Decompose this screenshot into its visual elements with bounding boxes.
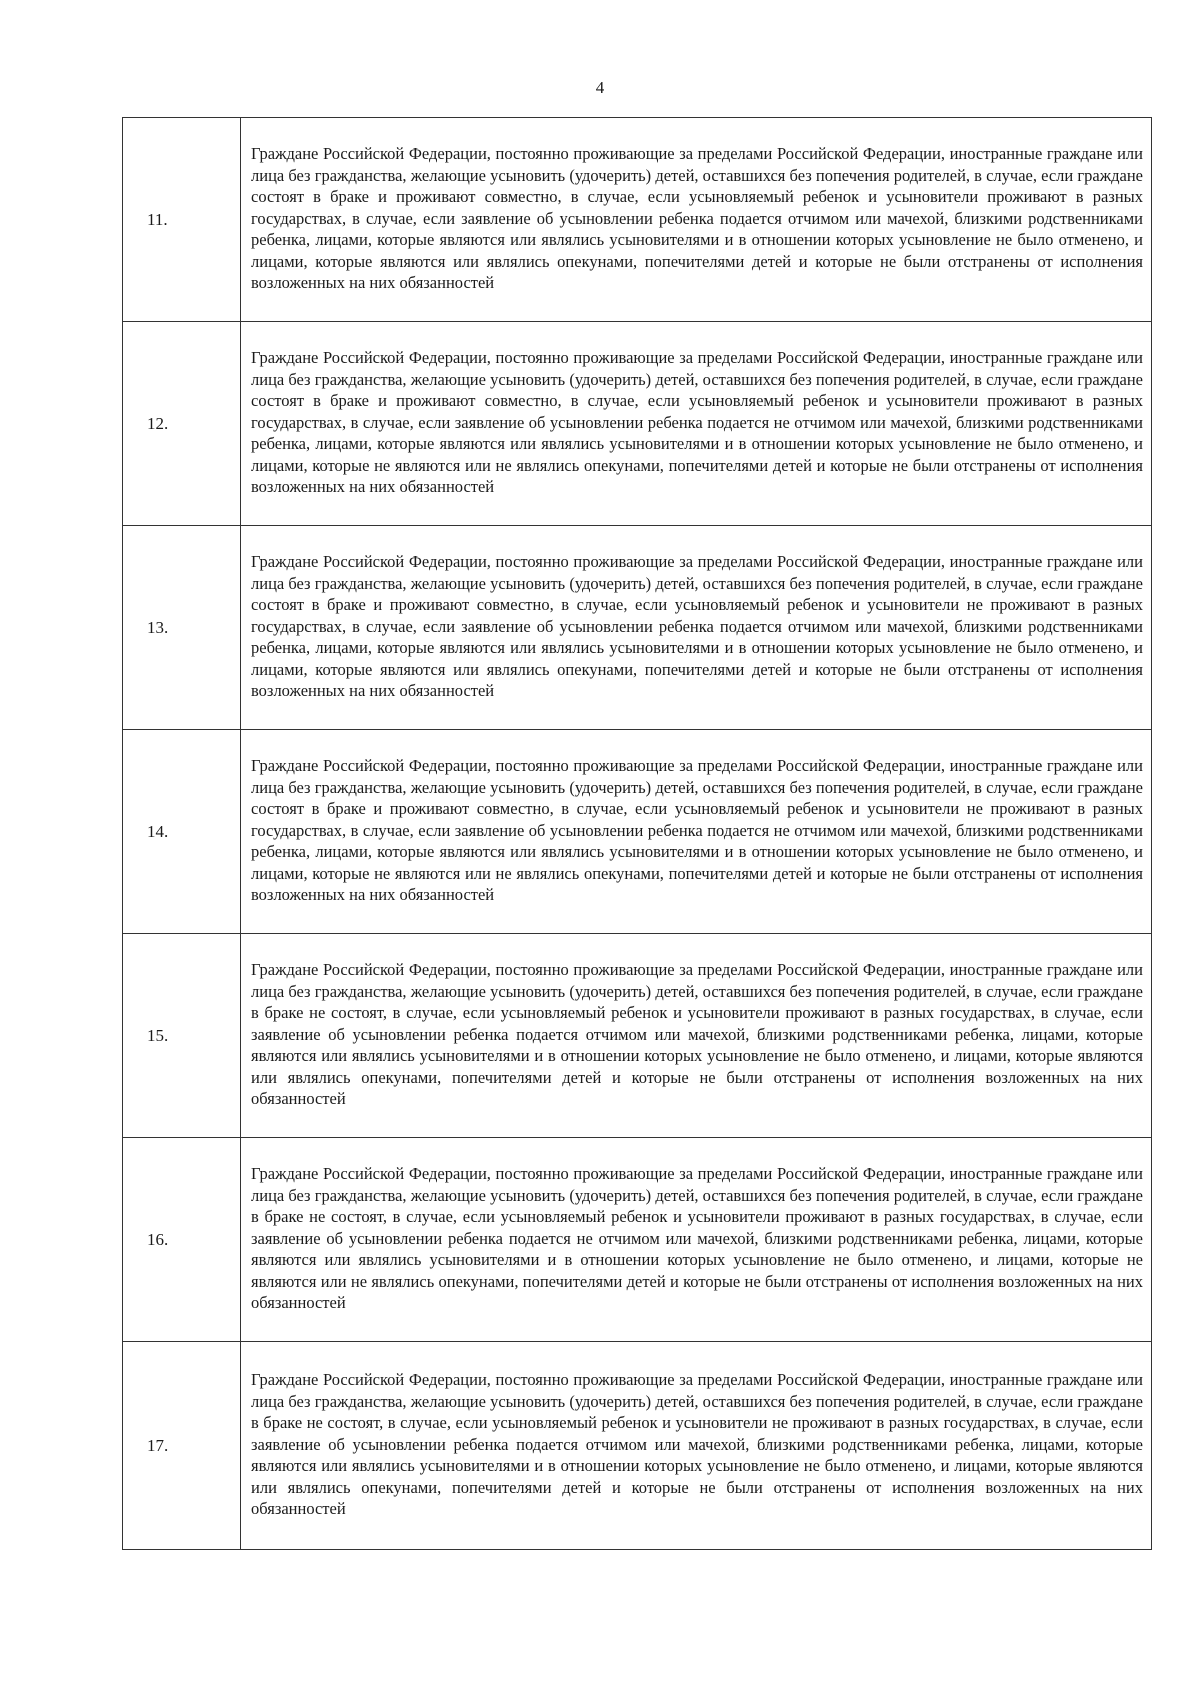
row-number: 13. [123,526,241,730]
table-row [123,1342,1152,1550]
row-text: Граждане Российской Федерации, постоянно проживающие за пределами Российской Федерации, иностранные граждане или лица без гражданства, желающие усыновить (удочерить) детей, оставшихся без попечения родителей, в случае, если граждане в браке не состоят, в случае, если усыновляемый ребенок и усыновители проживают в разных государствах, в случае, если заявление об усыновлении ребенка подается не отчимом или мачехой, близкими родственниками ребенка, лицами, которые являются или являлись усыновителями и в отношении которых усыновление не было отменено, и лицами, которые не являются или не являлись опекунами, попечителями детей и которые не были отстранены от исполнения возложенных на них обязанностей [241,1138,1152,1342]
row-text: Граждане Российской Федерации, постоянно проживающие за пределами Российской Федерации, иностранные граждане или лица без гражданства, желающие усыновить (удочерить) детей, оставшихся без попечения родителей, в случае, если граждане состоят в браке и проживают совместно, в случае, если усыновляемый ребенок и усыновители проживают в разных государствах, в случае, если заявление об усыновлении ребенка подается отчимом или мачехой, близкими родственниками ребенка, лицами, которые являются или являлись усыновителями и в отношении которых усыновление не было отменено, и лицами, которые являются или являлись опекунами, попечителями детей и которые не были отстранены от исполнения возложенных на них обязанностей [241,118,1152,322]
row-number: 16. [123,1138,241,1342]
table-row [123,526,1152,730]
table-row [123,1138,1152,1342]
row-number: 12. [123,322,241,526]
document-table [122,117,1152,1550]
table-row [123,322,1152,526]
table-row [123,118,1152,322]
row-text: Граждане Российской Федерации, постоянно проживающие за пределами Российской Федерации, иностранные граждане или лица без гражданства, желающие усыновить (удочерить) детей, оставшихся без попечения родителей, в случае, если граждане состоят в браке и проживают совместно, в случае, если усыновляемый ребенок и усыновители проживают в разных государствах, в случае, если заявление об усыновлении ребенка подается не отчимом или мачехой, близкими родственниками ребенка, лицами, которые являются или являлись усыновителями и в отношении которых усыновление не было отменено, и лицами, которые не являются или не являлись опекунами, попечителями детей и которые не были отстранены от исполнения возложенных на них обязанностей [241,322,1152,526]
table-row [123,934,1152,1138]
table-row [123,730,1152,934]
row-text: Граждане Российской Федерации, постоянно проживающие за пределами Российской Федерации, иностранные граждане или лица без гражданства, желающие усыновить (удочерить) детей, оставшихся без попечения родителей, в случае, если граждане состоят в браке и проживают совместно, в случае, если усыновляемый ребенок и усыновители не проживают в разных государствах, в случае, если заявление об усыновлении ребенка подается не отчимом или мачехой, близкими родственниками ребенка, лицами, которые являются или являлись усыновителями и в отношении которых усыновление не было отменено, и лицами, которые не являются или не являлись опекунами, попечителями детей и которые не были отстранены от исполнения возложенных на них обязанностей [241,730,1152,934]
row-text: Граждане Российской Федерации, постоянно проживающие за пределами Российской Федерации, иностранные граждане или лица без гражданства, желающие усыновить (удочерить) детей, оставшихся без попечения родителей, в случае, если граждане в браке не состоят, в случае, если усыновляемый ребенок и усыновители проживают в разных государствах, в случае, если заявление об усыновлении ребенка подается отчимом или мачехой, близкими родственниками ребенка, лицами, которые являются или являлись усыновителями и в отношении которых усыновление не было отменено, и лицами, которые являются или являлись опекунами, попечителями детей и которые не были отстранены от исполнения возложенных на них обязанностей [241,934,1152,1138]
row-text: Граждане Российской Федерации, постоянно проживающие за пределами Российской Федерации, иностранные граждане или лица без гражданства, желающие усыновить (удочерить) детей, оставшихся без попечения родителей, в случае, если граждане в браке не состоят, в случае, если усыновляемый ребенок и усыновители не проживают в разных государствах, в случае, если заявление об усыновлении ребенка подается отчимом или мачехой, близкими родственниками ребенка, лицами, которые являются или являлись усыновителями и в отношении которых усыновление не было отменено, и лицами, которые являются или являлись опекунами, попечителями детей и которые не были отстранены от исполнения возложенных на них обязанностей [241,1342,1152,1550]
page-number: 4 [595,78,605,97]
row-number: 15. [123,934,241,1138]
row-text: Граждане Российской Федерации, постоянно проживающие за пределами Российской Федерации, иностранные граждане или лица без гражданства, желающие усыновить (удочерить) детей, оставшихся без попечения родителей, в случае, если граждане состоят в браке и проживают совместно, в случае, если усыновляемый ребенок и усыновители не проживают в разных государствах, в случае, если заявление об усыновлении ребенка подается отчимом или мачехой, близкими родственниками ребенка, лицами, которые являются или являлись усыновителями и в отношении которых усыновление не было отменено, и лицами, которые являются или являлись опекунами, попечителями детей и которые не были отстранены от исполнения возложенных на них обязанностей [241,526,1152,730]
row-number: 11. [123,118,241,322]
row-number: 17. [123,1342,241,1550]
row-number: 14. [123,730,241,934]
